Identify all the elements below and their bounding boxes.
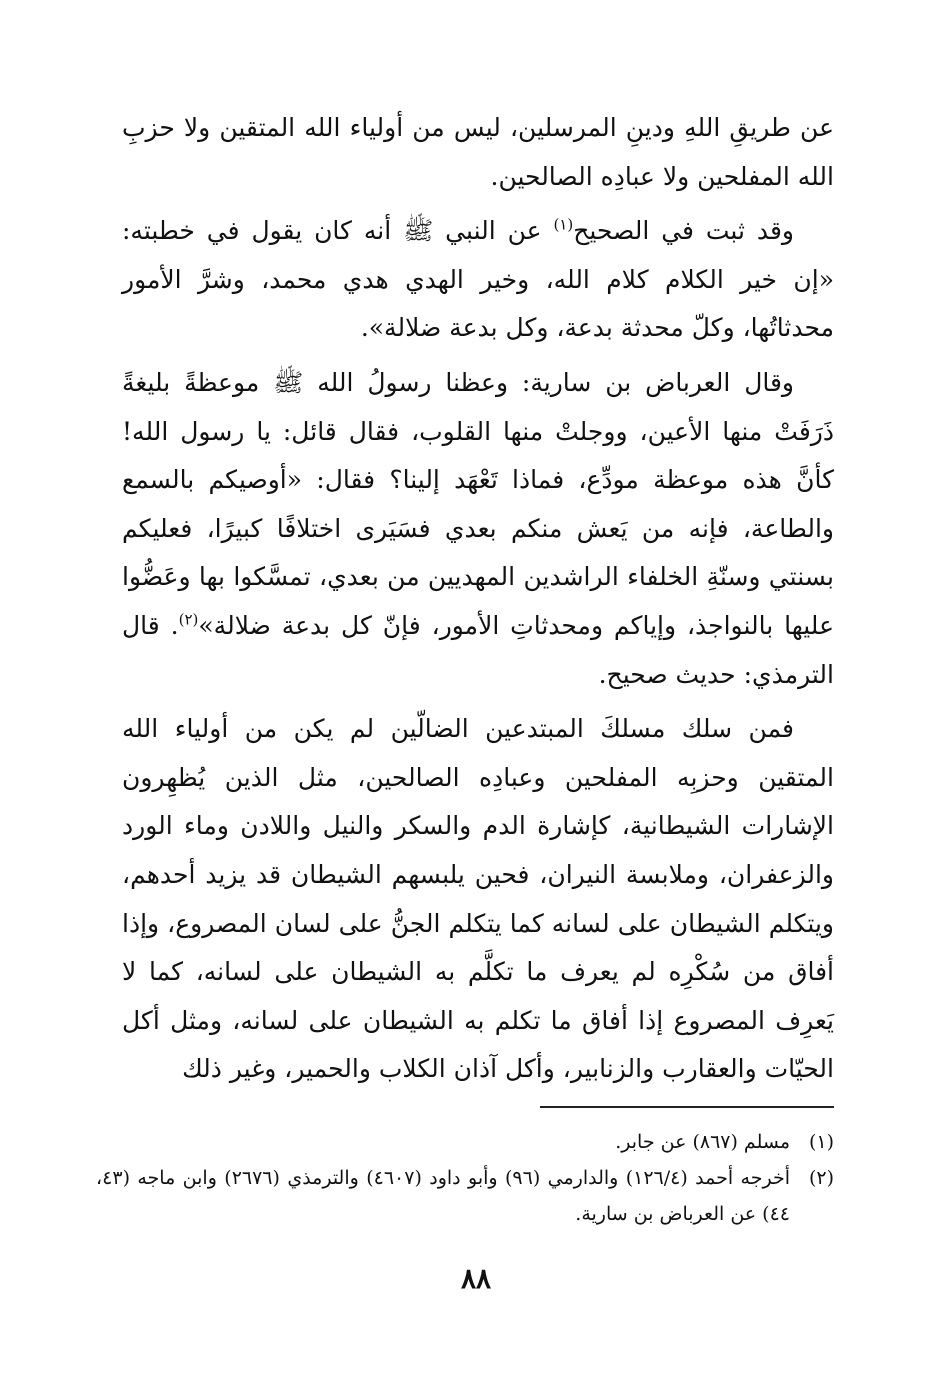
- footnote-1-text: مسلم (٨٦٧) عن جابر.: [615, 1131, 790, 1153]
- footnote-2-number: (٢): [808, 1167, 834, 1189]
- paragraph-2-text-a: وقد ثبت في الصحيح: [573, 216, 794, 246]
- footnote-1: [96, 1124, 834, 1160]
- paragraph-1: [122, 104, 834, 201]
- footnote-1-number: (١): [808, 1131, 834, 1153]
- footnote-ref-1: (١): [553, 215, 574, 234]
- footnote-ref-2: (٢): [178, 610, 199, 629]
- paragraph-4: [122, 705, 834, 1094]
- paragraph-2: [122, 207, 834, 353]
- paragraph-4-text: فمن سلك مسلكَ المبتدعين الضالّين لم يكن من أولياء الله المتقين وحزبِه المفلحين وعبادِه الصالحين، مثل الذين يُظهِرون الإشارات الشيطانية، كإشارة الدم والسكر والنيل واللادن وماء الورد والزعفران، وملابسة النيران، فحين يلبسهم الشيطان قد يزيد أحدهم، ويتكلم الشيطان على لسانه كما يتكلم الجنُّ على لسان المصروع، وإذا أفاق من سُكْرِه لم يعرف ما تكلَّم به الشيطان على لسانه، كما لا يَعرِف المصروع إذا أفاق ما تكلم به الشيطان على لسانه، ومثل أكل الحيّات والعقارب والزنابير، وأكل آذان الكلاب والحمير، وغير ذلك: [122, 714, 834, 1084]
- paragraph-1-text: عن طريقِ اللهِ ودينِ المرسلين، ليس من أولياء الله المتقين ولا حزبِ الله المفلحين ولا عبادِه الصالحين.: [122, 113, 834, 191]
- page-number: ٨٨: [460, 1262, 492, 1295]
- paragraph-2-text-b: عن النبي ﷺ أنه كان يقول في خطبته: «إن خير الكلام كلام الله، وخير الهدي هدي محمد، وشرَّ الأمور محدثاتُها، وكلّ محدثة بدعة، وكل بدعة ضلالة».: [122, 216, 834, 343]
- footnote-2-text: أخرجه أحمد (١٢٦/٤) والدارمي (٩٦) وأبو داود (٤٦٠٧) والترمذي (٢٦٧٦) وابن ماجه (٤٣، ٤٤) عن العرباض بن سارية.: [96, 1167, 790, 1225]
- footnotes: [96, 1124, 834, 1232]
- footnote-2: [96, 1160, 834, 1232]
- paragraph-3-text-a: وقال العرباض بن سارية: وعظنا رسولُ الله ﷺ موعظةً بليغةً ذَرَفَتْ منها الأعين، ووجلتْ منها القلوب، فقال قائل: يا رسول الله! كأنَّ هذه موعظة مودِّع، فماذا تَعْهَد إلينا؟ فقال: «أوصيكم بالسمع والطاعة، فإنه من يَعش منكم بعدي فسَيَرى اختلافًا كبيرًا، فعليكم بسنتي وسنّةِ الخلفاء الراشدين المهديين من بعدي، تمسَّكوا بها وعَضُّوا عليها بالنواجذ، وإياكم ومحدثاتِ الأمور، فإنّ كل بدعة ضلالة»: [122, 367, 834, 640]
- main-text: [122, 104, 834, 1094]
- paragraph-3-text-b: . قال الترمذي: حديث صحيح.: [122, 610, 834, 689]
- paragraph-3: [122, 359, 834, 699]
- footnote-divider: [540, 1106, 834, 1108]
